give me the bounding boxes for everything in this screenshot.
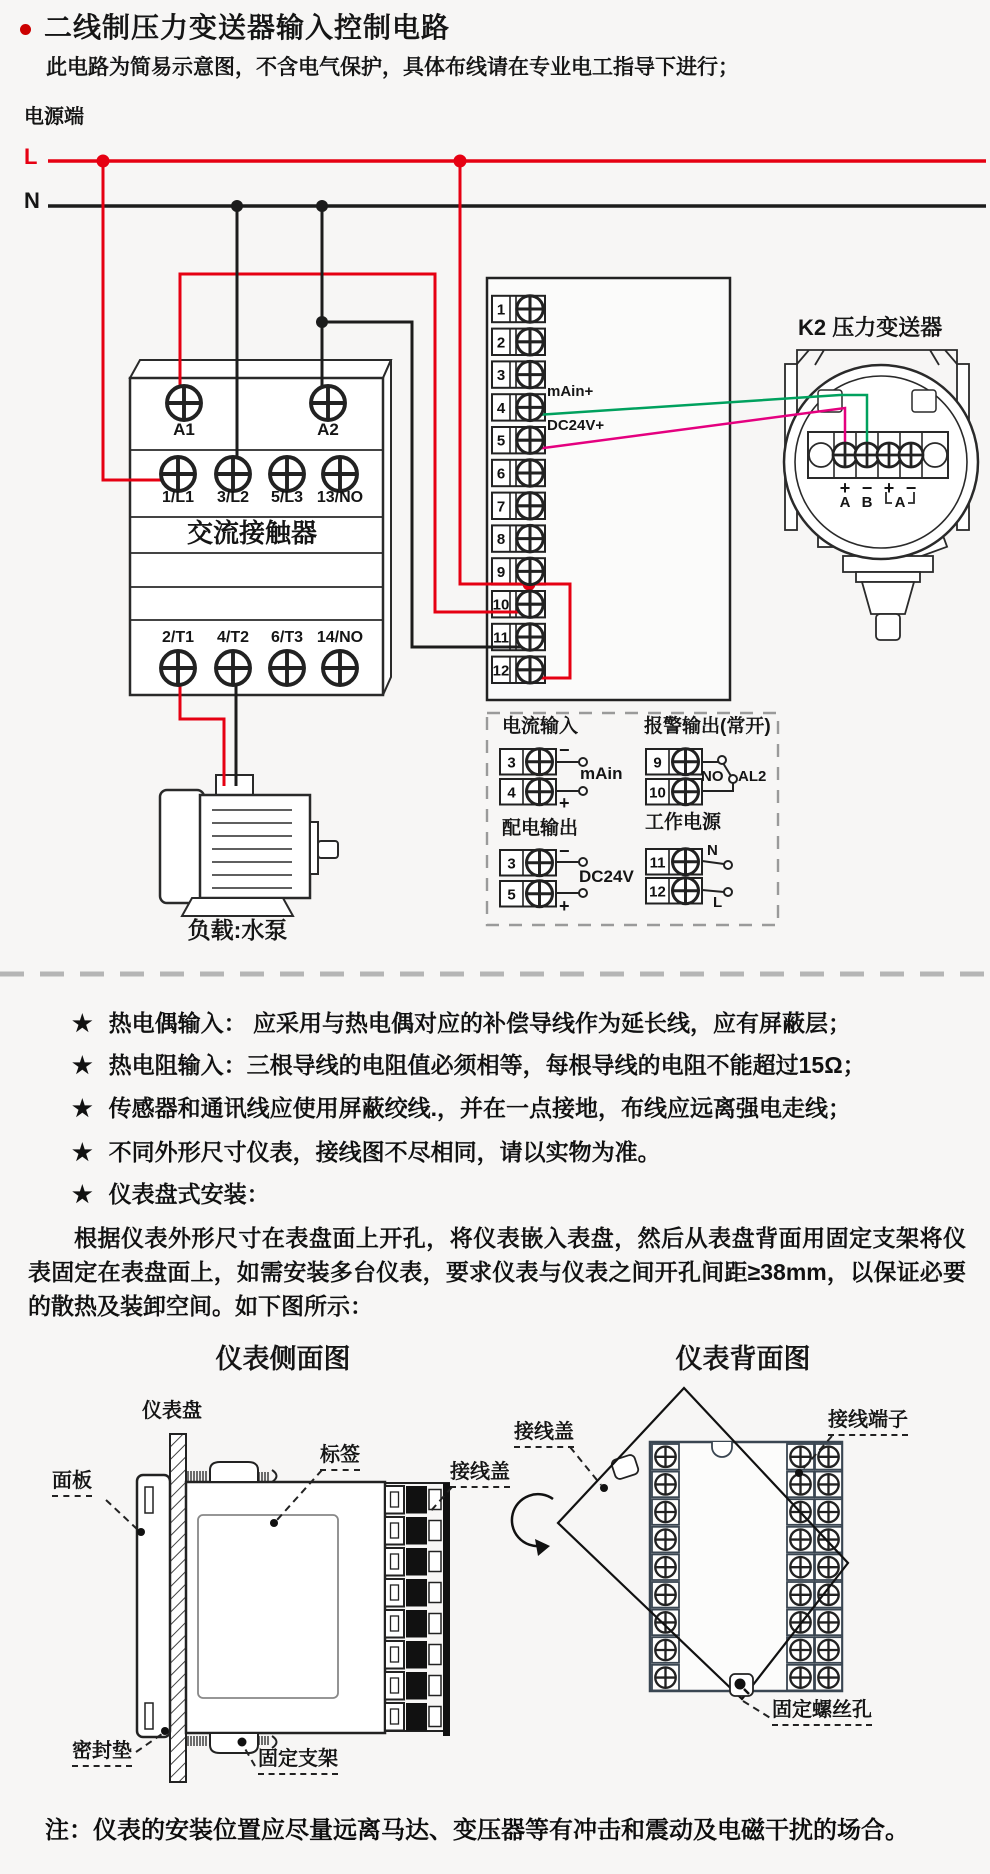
svg-text:5: 5 xyxy=(496,432,506,450)
side-panel-label: 仪表盘 xyxy=(142,1400,202,1422)
side-gasket-label: 密封垫 xyxy=(72,1740,132,1767)
side-view-title: 仪表侧面图 xyxy=(215,1344,351,1374)
page-subtitle: 此电路为简易示意图，不含电气保护，具体布线请在专业电工指导下进行； xyxy=(46,56,739,79)
contactor-5l3: 5/L3 xyxy=(270,489,303,506)
svg-text:4: 4 xyxy=(496,399,506,417)
transmitter-title: K2 压力变送器 xyxy=(798,315,943,340)
svg-text:12: 12 xyxy=(649,883,666,901)
note-bullet-3 xyxy=(72,1090,851,1123)
side-view-drawing xyxy=(137,1434,450,1782)
bullet-text: 仪表盘式安装： xyxy=(108,1181,270,1207)
bullet-icon xyxy=(20,24,31,35)
back-view-title: 仪表背面图 xyxy=(675,1344,811,1374)
contactor-3l2: 3/L2 xyxy=(216,489,249,506)
io-alarm-title: 报警输出(常开) xyxy=(644,716,771,737)
star-icon: ★ xyxy=(72,1181,93,1207)
back-terminals-label: 接线端子 xyxy=(828,1409,908,1436)
contactor-1l1: 1/L1 xyxy=(161,489,194,506)
svg-text:6: 6 xyxy=(496,465,506,483)
contactor-name: 交流接触器 xyxy=(186,518,317,548)
svg-text:9: 9 xyxy=(653,754,662,772)
contactor-14no: 14/NO xyxy=(316,629,364,646)
rotate-arrow xyxy=(512,1494,553,1546)
bullet-text: 热电阻输入：三根导线的电阻值必须相等，每根导线的电阻不能超过15Ω； xyxy=(108,1052,866,1078)
note-bullet-5 xyxy=(72,1176,270,1209)
note-bullet-2 xyxy=(72,1047,866,1080)
svg-text:3: 3 xyxy=(496,367,506,385)
svg-text:10: 10 xyxy=(649,784,666,802)
note-bullet-4 xyxy=(72,1134,661,1167)
bullet-text: 传感器和通讯线应使用屏蔽绞线.，并在一点接地，布线应远离强电走线； xyxy=(108,1095,852,1121)
contactor-a2: A2 xyxy=(317,420,339,439)
svg-text:1: 1 xyxy=(496,301,506,319)
io-work-n: N xyxy=(707,842,718,859)
io-work-title: 工作电源 xyxy=(645,812,722,833)
load-label: 负载:水泵 xyxy=(187,917,288,943)
io-dist-title: 配电输出 xyxy=(502,818,579,839)
back-screwhole-label: 固定螺丝孔 xyxy=(772,1699,872,1726)
svg-text:9: 9 xyxy=(496,563,506,581)
io-alarm-no: NO xyxy=(701,768,724,785)
svg-text:4: 4 xyxy=(507,784,516,802)
note-bullet-1 xyxy=(72,1005,851,1038)
star-icon: ★ xyxy=(72,1052,93,1078)
contactor-2t1: 2/T1 xyxy=(161,629,194,646)
contactor-6t3: 6/T3 xyxy=(270,629,303,646)
svg-text:10: 10 xyxy=(492,596,510,614)
star-icon: ★ xyxy=(72,1010,93,1036)
io-current-minus: − xyxy=(559,740,570,760)
side-tag-label: 标签 xyxy=(320,1444,360,1471)
pol-minus1: − xyxy=(861,478,873,498)
bullet-text: 不同外形尺寸仪表，接线图不尽相同，请以实物为准。 xyxy=(108,1139,661,1165)
svg-text:12: 12 xyxy=(492,662,510,680)
svg-text:3: 3 xyxy=(507,855,516,873)
pol-plus1: + xyxy=(839,478,851,498)
svg-text:3: 3 xyxy=(507,754,516,772)
term-a: A xyxy=(839,494,851,511)
bullet-text: 热电偶输入： 应采用与热电偶对应的补偿导线作为延长线，应有屏蔽层； xyxy=(108,1010,852,1036)
side-bracket-label: 固定支架 xyxy=(258,1748,338,1775)
io-current-label: mAin xyxy=(580,764,623,783)
io-work-l: L xyxy=(713,894,723,911)
line-l-label: L xyxy=(24,144,38,169)
footer-note: 注：仪表的安装位置应尽量远离马达、变压器等有冲击和震动及电磁干扰的场合。 xyxy=(45,1817,909,1844)
svg-text:7: 7 xyxy=(496,498,506,516)
pol-minus2: − xyxy=(905,478,917,498)
io-dist-label: DC24V xyxy=(579,867,634,886)
contactor-4t2: 4/T2 xyxy=(216,629,249,646)
contactor-13no: 13/NO xyxy=(316,489,364,506)
contactor-a1: A1 xyxy=(173,420,195,439)
page-title: 二线制压力变送器输入控制电路 xyxy=(44,12,451,43)
io-dist-plus: + xyxy=(559,896,570,916)
svg-text:11: 11 xyxy=(493,629,509,647)
svg-text:8: 8 xyxy=(496,531,506,549)
term-b: B xyxy=(861,494,873,511)
back-cover-label: 接线盖 xyxy=(514,1421,574,1448)
io-current-title: 电流输入 xyxy=(502,716,579,737)
motor-load xyxy=(160,775,338,916)
terminal4-label: mAin+ xyxy=(547,383,594,400)
term-loop-a: A xyxy=(894,494,906,511)
install-paragraph: 根据仪表外形尺寸在表盘面上开孔，将仪表嵌入表盘，然后从表盘背面用固定支架将仪表固定在表盘面上，如需安装多台仪表，要求仪表与仪表之间开孔间距≥38mm，以保证必要的散热及装卸空间。如下图所示： xyxy=(28,1225,966,1319)
terminal5-label: DC24V+ xyxy=(547,417,605,434)
pol-plus2: + xyxy=(883,478,895,498)
svg-text:2: 2 xyxy=(496,334,506,352)
line-n-label: N xyxy=(24,188,40,213)
side-front-panel-label: 面板 xyxy=(52,1470,92,1497)
star-icon: ★ xyxy=(72,1095,93,1121)
io-current-plus: + xyxy=(559,793,570,813)
side-cover-label: 接线盖 xyxy=(450,1461,510,1488)
svg-text:11: 11 xyxy=(649,854,666,872)
io-alarm-out: AL2 xyxy=(738,768,767,785)
svg-text:5: 5 xyxy=(507,886,516,904)
star-icon: ★ xyxy=(72,1139,93,1165)
io-dist-minus: − xyxy=(559,841,570,861)
power-terminal-label: 电源端 xyxy=(24,106,84,128)
